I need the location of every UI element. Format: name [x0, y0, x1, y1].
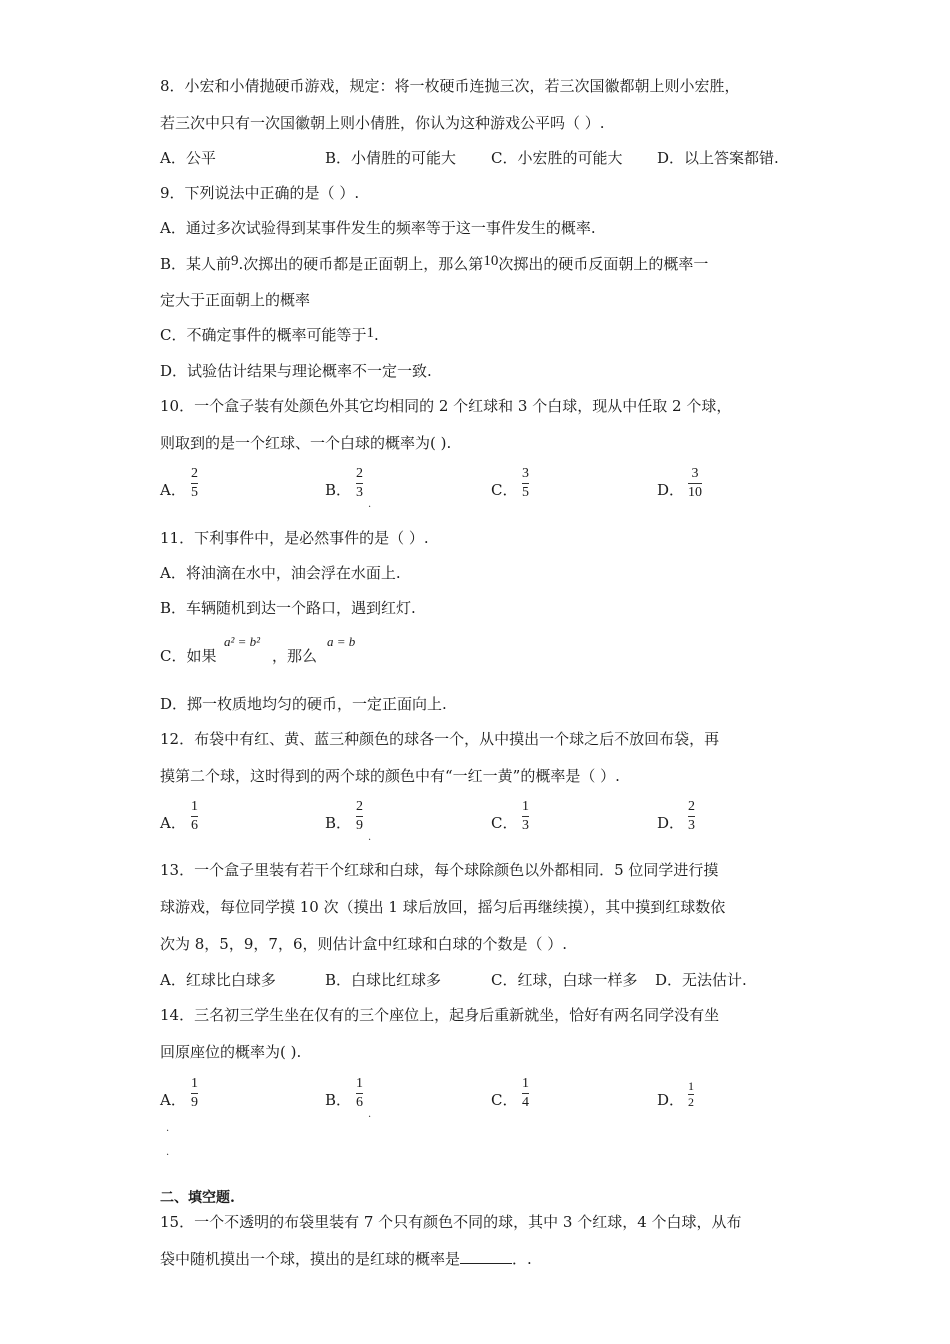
q8-stem-line1: 8．小宏和小倩抛硬币游戏，规定：将一枚硬币连抛三次，若三次国徽都朝上则小宏胜， [160, 77, 740, 95]
q12-option-a-label: A． [160, 814, 186, 832]
section-title-fill-in: 二、填空题. [160, 1190, 235, 1206]
q14-option-b-fraction [356, 1076, 363, 1111]
q9-option-b-line2: 定大于正面朝上的概率 [160, 291, 311, 309]
q10-stem-line1: 10．一个盒子装有处颜色外其它均相同的 2 个红球和 3 个白球，现从中任取 2 个球， [160, 397, 732, 415]
q10-stem-line2: 则取到的是一个红球、一个白球的概率为( ). [160, 434, 452, 452]
q13-option-c: C．红球，白球一样多 [491, 971, 638, 989]
q15-answer-blank[interactable] [460, 1249, 512, 1264]
q10-option-a-numerator: 2 [191, 466, 198, 481]
q10-option-c-label: C． [491, 481, 518, 499]
q8-option-d: D．以上答案都错. [657, 149, 779, 167]
q8-option-c: C．小宏胜的可能大 [491, 149, 623, 167]
q14-option-b-denominator: 6 [356, 1095, 363, 1110]
q10-option-a-denominator: 5 [191, 485, 198, 500]
q11-option-b: B．车辆随机到达一个路口，遇到红灯. [160, 599, 416, 617]
q12-option-b-numerator: 2 [356, 799, 363, 814]
q13-stem-line3: 次为 8，5，9，7，6，则估计盒中红球和白球的个数是（ ）. [160, 935, 568, 953]
q10-option-b-fraction [356, 466, 363, 501]
q10-option-b-tail: . [368, 499, 372, 510]
q10-option-c-numerator: 3 [522, 466, 529, 481]
q9-stem: 9．下列说法中正确的是（ ）. [160, 184, 360, 202]
q10-option-d-denominator: 10 [688, 485, 702, 500]
q10-option-d-fraction [688, 466, 702, 501]
q14-stray-dot-1: . [166, 1123, 170, 1134]
q14-option-b-numerator: 1 [356, 1076, 363, 1091]
q12-option-d-numerator: 2 [688, 799, 695, 814]
q15-stem-line2-text: 袋中随机摸出一个球，摸出的是红球的概率是 [160, 1250, 461, 1268]
q9-option-b-line1 [160, 254, 708, 275]
q12-option-c-numerator: 1 [522, 799, 529, 814]
q10-option-b-numerator: 2 [356, 466, 363, 481]
q10-option-a-fraction [191, 466, 198, 501]
q13-option-d: D．无法估计. [655, 971, 747, 989]
q14-option-b-tail: . [368, 1109, 372, 1120]
q10-option-b-denominator: 3 [356, 485, 363, 500]
q12-stem-line1: 12．布袋中有红、黄、蓝三种颜色的球各一个，从中摸出一个球之后不放回布袋，再 [160, 730, 720, 748]
q12-option-a-fraction [191, 799, 198, 834]
q12-option-d-denominator: 3 [688, 818, 695, 833]
q14-option-a-label: A． [160, 1091, 186, 1109]
q8-option-a: A．公平 [160, 149, 216, 167]
q12-option-c-fraction [522, 799, 529, 834]
q15-stem-line1: 15．一个不透明的布袋里装有 7 个只有颜色不同的球，其中 3 个红球，4 个白球，从布 [160, 1213, 742, 1231]
q11-stem: 11．下利事件中，是必然事件的是（ ）. [160, 529, 429, 547]
q10-option-a-label: A． [160, 481, 186, 499]
q13-stem-line1: 13．一个盒子里装有若干个红球和白球，每个球除颜色以外都相同．5 位同学进行摸 [160, 861, 719, 879]
q8-option-b: B．小倩胜的可能大 [325, 149, 457, 167]
q12-option-b-denominator: 9 [356, 818, 363, 833]
q9-option-c-number: 1 [366, 325, 374, 341]
q10-option-c-denominator: 5 [522, 485, 529, 500]
q14-option-d-denominator: 2 [688, 1095, 694, 1109]
q12-option-c-denominator: 3 [522, 818, 529, 833]
q12-option-d-label: D． [657, 814, 685, 832]
q11-option-c-math1: a² = b² [224, 634, 261, 649]
q12-option-a-numerator: 1 [191, 799, 198, 814]
q14-option-c-fraction [522, 1076, 529, 1111]
q9-option-c-period: . [373, 326, 379, 344]
q14-option-d-numerator: 1 [688, 1079, 694, 1093]
q10-option-b-label: B． [325, 481, 352, 499]
q9-option-c-text: C．不确定事件的概率可能等于 [160, 326, 367, 344]
q9-option-b-text1: B．某人前 [160, 255, 232, 273]
q9-option-c [160, 325, 379, 346]
q14-option-a-fraction [191, 1076, 198, 1111]
q12-option-c-label: C． [491, 814, 518, 832]
q9-option-d: D．试验估计结果与理论概率不一定一致. [160, 362, 432, 380]
q15-stem-line2 [160, 1249, 532, 1269]
q12-option-b-tail: . [368, 832, 372, 843]
q14-stem-line1: 14．三名初三学生坐在仅有的三个座位上，起身后重新就坐，恰好有两名同学没有坐 [160, 1006, 720, 1024]
q8-stem-line2: 若三次中只有一次国徽朝上则小倩胜，你认为这种游戏公平吗（ ）. [160, 114, 605, 132]
q12-option-a-denominator: 6 [191, 818, 198, 833]
q11-option-a: A．将油滴在水中，油会浮在水面上. [160, 564, 401, 582]
q10-option-d-numerator: 3 [691, 466, 699, 481]
q11-option-d: D．掷一枚质地均匀的硬币，一定正面向上. [160, 695, 447, 713]
q13-option-a: A．红球比白球多 [160, 971, 276, 989]
q14-option-b-label: B． [325, 1091, 352, 1109]
q9-option-b-text2: .次掷出的硬币都是正面朝上，那么第 [238, 255, 484, 273]
q9-option-a: A．通过多次试验得到某事件发生的频率等于这一事件发生的概率. [160, 219, 596, 237]
q13-stem-line2: 球游戏，每位同学摸 10 次（摸出 1 球后放回，摇匀后再继续摸），其中摸到红球数依 [160, 898, 726, 916]
q12-stem-line2: 摸第二个球，这时得到的两个球的颜色中有“一红一黄”的概率是（ ）. [160, 767, 620, 785]
q14-option-d-label: D． [657, 1091, 685, 1109]
q9-option-b-number-10: 10 [483, 253, 499, 269]
q14-option-a-denominator: 9 [191, 1095, 198, 1110]
q12-option-b-fraction [356, 799, 363, 834]
q14-stem-line2: 回原座位的概率为( ). [160, 1043, 302, 1061]
q9-option-b-number-9: 9 [231, 253, 239, 269]
q15-stem-line2-tail: ．. [512, 1250, 532, 1268]
q14-option-d-fraction [688, 1080, 694, 1109]
q14-option-c-numerator: 1 [522, 1076, 529, 1091]
q14-option-c-denominator: 4 [522, 1095, 529, 1110]
q11-option-c-label: C．如果 [160, 647, 217, 665]
q14-option-c-label: C． [491, 1091, 518, 1109]
q11-option-c-then: ，那么 [272, 647, 318, 665]
q11-option-c-math2: a = b [327, 634, 356, 649]
q10-option-d-label: D． [657, 481, 685, 499]
q12-option-d-fraction [688, 799, 695, 834]
q14-stray-dot-2: . [166, 1147, 170, 1158]
q14-option-a-numerator: 1 [191, 1076, 198, 1091]
q9-option-b-text3: 次掷出的硬币反面朝上的概率一 [498, 255, 709, 273]
q10-option-c-fraction [522, 466, 529, 501]
q13-option-b: B．白球比红球多 [325, 971, 442, 989]
q12-option-b-label: B． [325, 814, 352, 832]
